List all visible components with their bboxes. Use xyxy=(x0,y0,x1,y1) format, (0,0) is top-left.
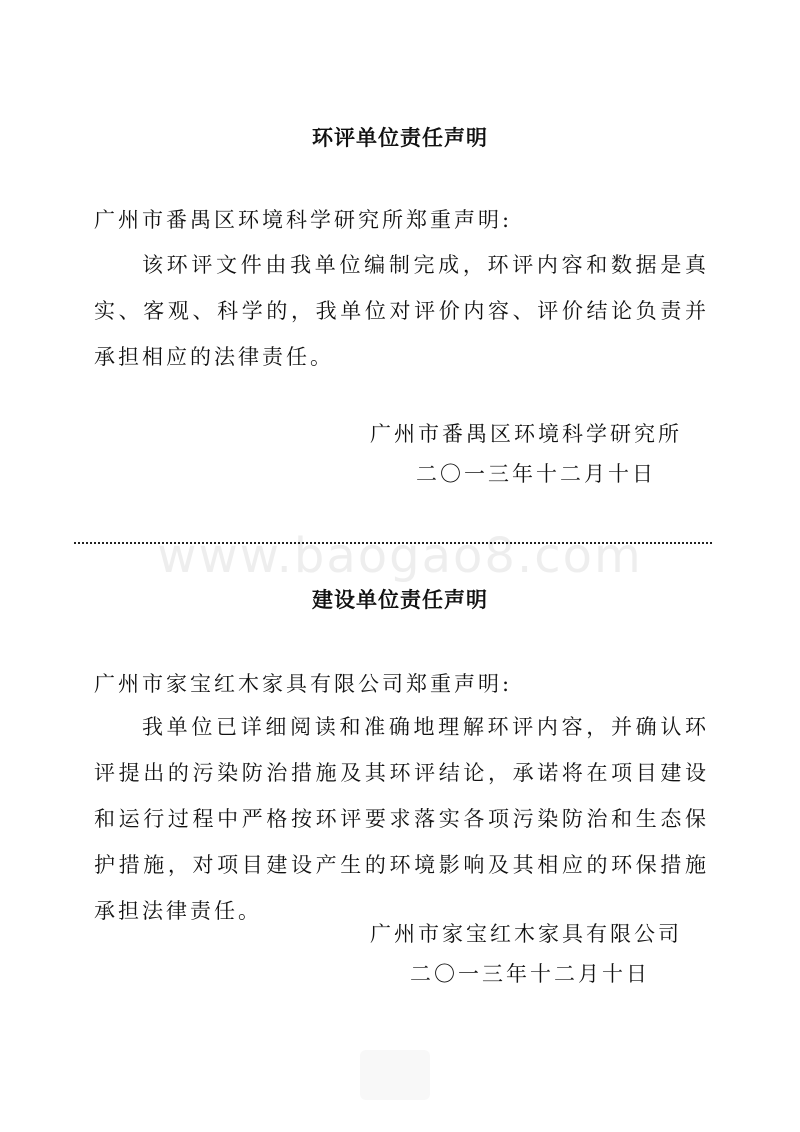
dotted-divider xyxy=(74,542,712,544)
faint-stamp-mark xyxy=(360,1050,430,1100)
watermark: www.baogao8.com xyxy=(157,528,643,584)
section2-title: 建设单位责任声明 xyxy=(312,588,488,612)
section2-body: 我单位已详细阅读和准确地理解环评内容，并确认环评提出的污染防治措施及其环评结论，承诺将在项目建设和运行过程中严格按环评要求落实各项污染防治和生态保护措施，对项目建设产生的环境影响及其相应的环保措施承担法律责任。 xyxy=(94,715,709,923)
section2-declarant: 广州市家宝红木家具有限公司郑重声明: xyxy=(94,672,513,696)
section1-title: 环评单位责任声明 xyxy=(312,126,488,150)
section1-body: 该环评文件由我单位编制完成，环评内容和数据是真实、客观、科学的，我单位对评价内容、评价结论负责并承担相应的法律责任。 xyxy=(94,253,709,369)
section2-date: 二〇一三年十二月十日 xyxy=(410,962,650,986)
section1-date: 二〇一三年十二月十日 xyxy=(416,462,656,486)
section1-signature: 广州市番禺区环境科学研究所 xyxy=(370,422,682,446)
section2-signature: 广州市家宝红木家具有限公司 xyxy=(370,922,682,946)
section1-declarant: 广州市番禺区环境科学研究所郑重声明: xyxy=(94,208,513,232)
